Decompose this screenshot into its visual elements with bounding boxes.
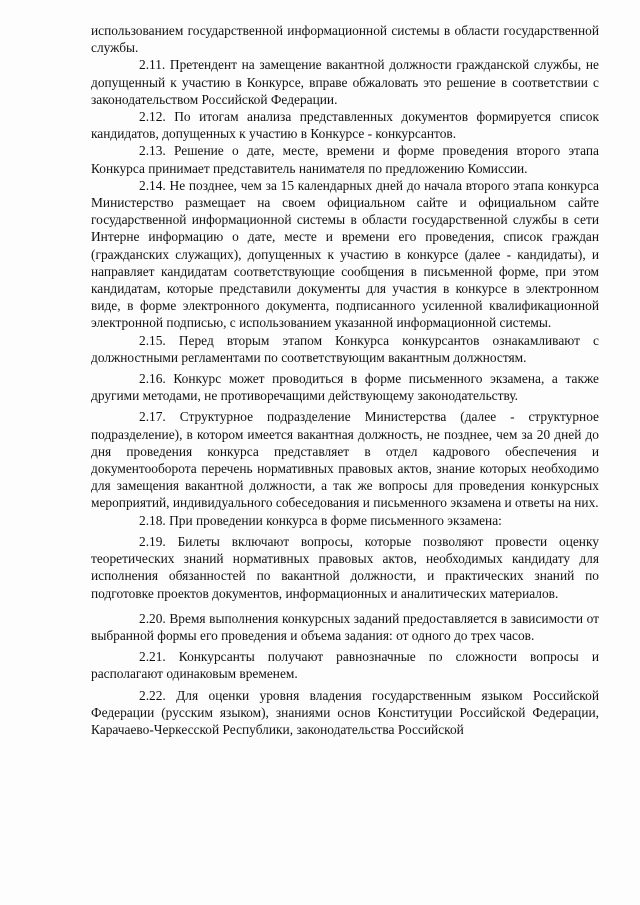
paragraph-2-22: 2.22. Для оценки уровня владения государственным языком Российской Федерации (русским языком), знаниями основ Конституции Российской Федерации, Карачаево-Черкесской Республики, законодательства Российской [91, 687, 599, 737]
document-body [91, 22, 599, 738]
paragraph-2-14: 2.14. Не позднее, чем за 15 календарных дней до начала второго этапа конкурса Министерство размещает на своем официальном сайте и официальном сайте государственной информационной системы в области государственной службы в сети Интерне информацию о дате, месте и времени его проведения, список граждан (гражданских служащих), допущенных к участию в конкурсе (далее - кандидаты), и направляет кандидатам соответствующие сообщения в письменной форме, при этом кандидатам, которые представили документы для участия в конкурсе в электронном виде, в форме электронного документа, подписанного усиленной квалификационной электронной подписью, с использованием указанной информационной системы. [91, 177, 599, 331]
paragraph-2-13: 2.13. Решение о дате, месте, времени и форме проведения второго этапа Конкурса принимает представитель нанимателя по предложению Комиссии. [91, 143, 599, 176]
paragraph-2-18: 2.18. При проведении конкурса в форме письменного экзамена: [139, 512, 502, 528]
paragraph-2-21: 2.21. Конкурсанты получают равнозначные по сложности вопросы и располагают одинаковым временем. [91, 649, 599, 682]
paragraph-2-17: 2.17. Структурное подразделение Министерства (далее - структурное подразделение), в котором имеется вакантная должность, не позднее, чем за 20 дней до дня проведения конкурса представляет в отдел кадрового обеспечения и документооборота перечень нормативных правовых актов, знание которых необходимо для замещения вакантной должности, а так же вопросы для проведения конкурсных мероприятий, индивидуального собеседования и письменного экзамена и ответы на них. [91, 409, 599, 511]
paragraph-2-19: 2.19. Билеты включают вопросы, которые позволяют провести оценку теоретических знаний нормативных правовых актов, необходимых кандидату для исполнения обязанностей по вакантной должности, и практических знаний по подготовке проектов документов, информационных и аналитических материалов. [91, 533, 599, 601]
paragraph-2-20: 2.20. Время выполнения конкурсных заданий предоставляется в зависимости от выбранной формы его проведения и объема задания: от одного до трех часов. [91, 610, 599, 643]
paragraph-continuation: использованием государственной информационной системы в области государственной службы. [91, 23, 599, 56]
paragraph-2-16: 2.16. Конкурс может проводиться в форме письменного экзамена, а также другими методами, не противоречащими действующему законодательству. [91, 371, 599, 404]
paragraph-2-12: 2.12. По итогам анализа представленных документов формируется список кандидатов, допущенных к участию в Конкурсе - конкурсантов. [91, 109, 599, 142]
paragraph-2-15: 2.15. Перед вторым этапом Конкурса конкурсантов ознакамливают с должностными регламентами по соответствующим вакантным должностям. [91, 332, 599, 365]
paragraph-2-11: 2.11. Претендент на замещение вакантной должности гражданской службы, не допущенный к участию в Конкурсе, вправе обжаловать это решение в соответствии с законодательством Российской Федерации. [91, 57, 599, 107]
